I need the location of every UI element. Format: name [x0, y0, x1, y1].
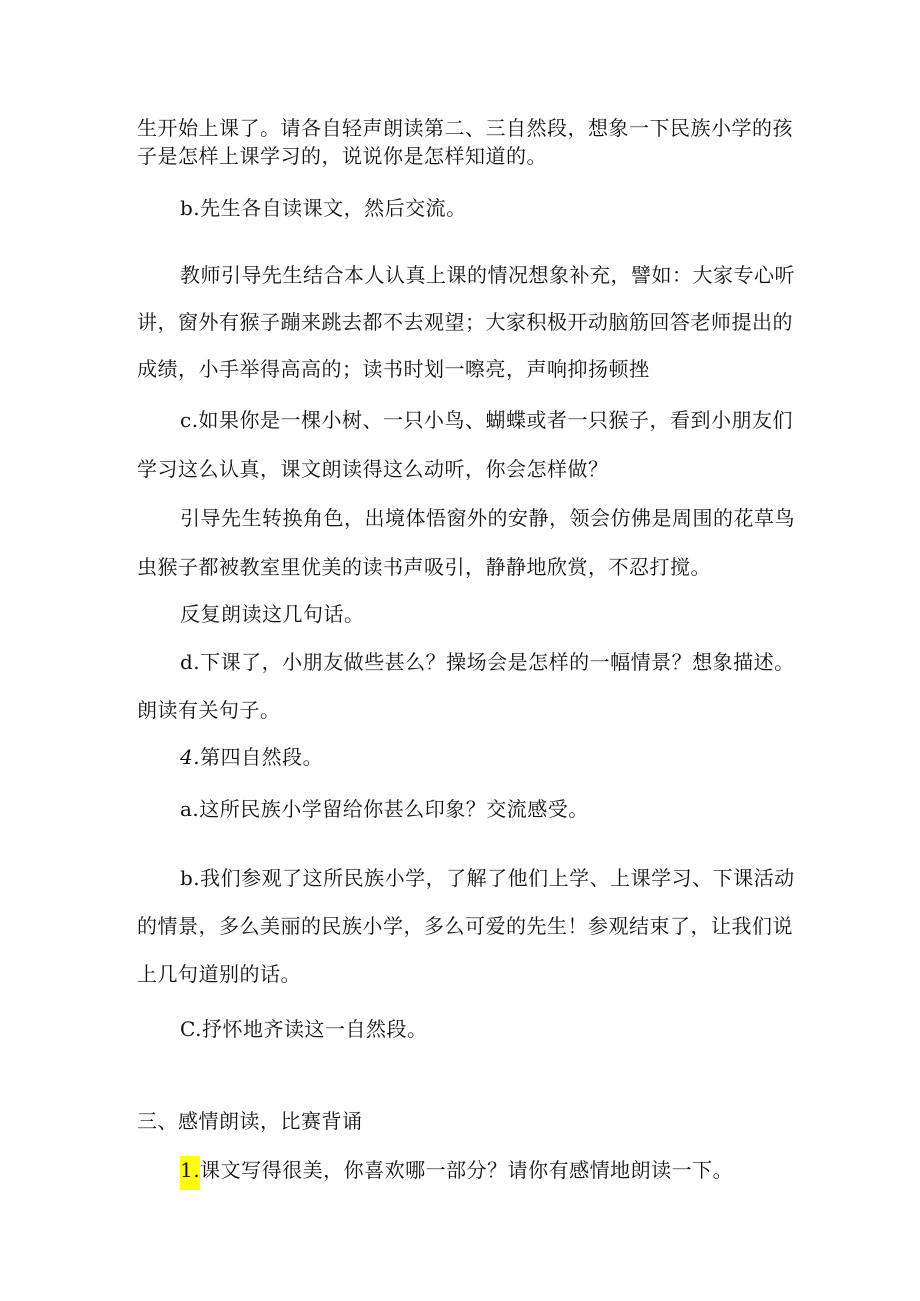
paragraph-line: 反复朗读这几句话。	[180, 602, 365, 626]
paragraph-line: 朗读有关句子。	[137, 698, 281, 722]
paragraph-line: b.我们参观了这所民族小学，了解了他们上学、上课学习、下课活动	[180, 866, 795, 890]
paragraph-line: a.这所民族小学留给你甚么印象？交流感受。	[180, 797, 589, 821]
item-text: 第四自然段。	[200, 745, 324, 769]
paragraph-line: 上几句道别的话。	[137, 962, 301, 986]
paragraph-line: 的情景，多么美丽的民族小学，多么可爱的先生！参观结束了，让我们说	[137, 914, 793, 938]
paragraph-line: b.先生各自读课文，然后交流。	[180, 196, 467, 220]
paragraph-line: 生开始上课了。请各自轻声朗读第二、三自然段，想象一下民族小学的孩	[137, 116, 793, 140]
paragraph-line: 虫猴子都被教室里优美的读书声吸引，静静地欣赏，不忍打搅。	[137, 555, 711, 579]
paragraph-line: 子是怎样上课学习的，说说你是怎样知道的。	[137, 144, 547, 168]
section-item-4	[180, 745, 323, 769]
item-number: 4.	[180, 745, 201, 769]
paragraph-line: C.抒怀地齐读这一自然段。	[180, 1017, 428, 1041]
paragraph-line: d.下课了，小朋友做些甚么？操场会是怎样的一幅情景？想象描述。	[180, 650, 795, 674]
highlighted-number: 1.	[180, 1156, 200, 1190]
section-item-1	[180, 1158, 733, 1182]
paragraph-line: 教师引导先生结合本人认真上课的情况想象补充，譬如：大家专心听	[180, 263, 795, 287]
item-text: 课文写得很美，你喜欢哪一部分？请你有感情地朗读一下。	[200, 1158, 734, 1182]
paragraph-line: 讲，窗外有猴子蹦来跳去都不去观望；大家积极开动脑筋回答老师提出的	[137, 310, 793, 334]
section-heading: 三、感情朗读，比赛背诵	[137, 1109, 363, 1133]
paragraph-line: c.如果你是一棵小树、一只小鸟、蝴蝶或者一只猴子，看到小朋友们	[180, 408, 794, 432]
paragraph-line: 成绩，小手举得高高的；读书时划一嚓亮，声响抑扬顿挫	[137, 357, 650, 381]
paragraph-line: 引导先生转换角色，出境体悟窗外的安静，领会仿佛是周围的花草鸟	[180, 506, 795, 530]
paragraph-line: 学习这么认真，课文朗读得这么动听，你会怎样做？	[137, 457, 609, 481]
